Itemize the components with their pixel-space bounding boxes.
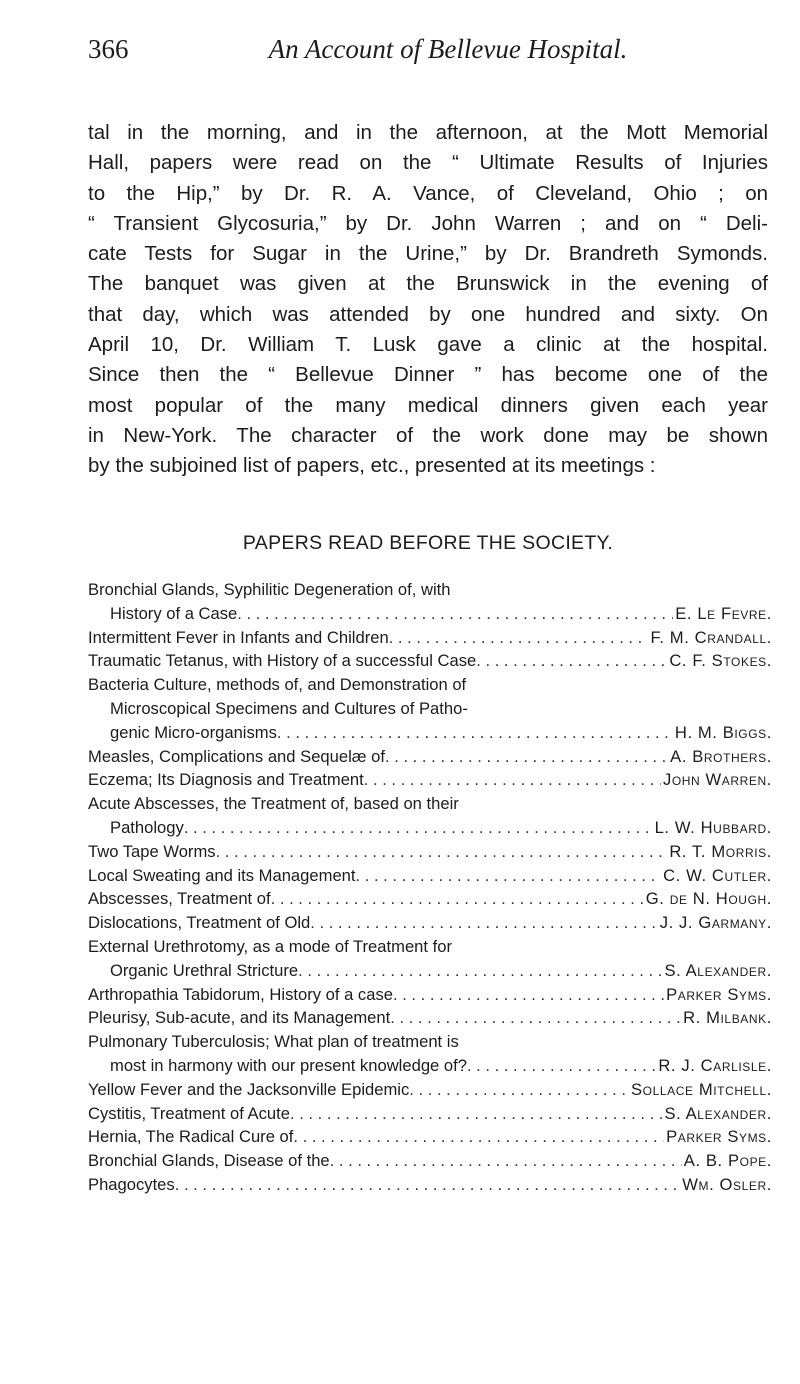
- paper-title: Organic Urethral Stricture: [110, 960, 299, 980]
- page-header: [88, 34, 768, 74]
- paper-row: [88, 649, 772, 673]
- paper-title: Yellow Fever and the Jacksonville Epidemic: [88, 1079, 410, 1099]
- body-line: Since then the “ Bellevue Dinner ” has become one of the: [88, 363, 768, 387]
- paper-author: C. F. Stokes.: [669, 651, 772, 671]
- paper-title: Two Tape Worms: [88, 841, 216, 861]
- body-paragraph: [88, 118, 768, 482]
- paper-title: Eczema; Its Diagnosis and Treatment: [88, 770, 364, 790]
- body-line: April 10, Dr. William T. Lusk gave a clinic at the hospital.: [88, 333, 768, 357]
- paper-author: F. M. Crandall.: [650, 627, 772, 647]
- dot-leader: [385, 745, 668, 769]
- paper-title: Hernia, The Radical Cure of: [88, 1127, 294, 1147]
- paper-entry: [88, 1173, 772, 1197]
- paper-entry: [88, 578, 772, 626]
- dot-leader: [393, 983, 664, 1007]
- paper-title: most in harmony with our present knowledge of?: [110, 1055, 467, 1075]
- page-number: 366: [88, 34, 129, 64]
- dot-leader: [271, 887, 644, 911]
- paper-title: Bronchial Glands, Disease of the: [88, 1151, 330, 1171]
- dot-leader: [216, 840, 668, 864]
- paper-title: Pathology: [110, 817, 184, 837]
- paper-entry: [88, 1078, 772, 1102]
- paper-author: Sollace Mitchell.: [630, 1079, 772, 1099]
- paper-row: [88, 745, 772, 769]
- body-line: cate Tests for Sugar in the Urine,” by Dr. Brandreth Symonds.: [88, 242, 768, 266]
- paper-row: [88, 887, 772, 911]
- paper-row: [88, 840, 772, 864]
- dot-leader: [277, 721, 673, 745]
- paper-row: [88, 768, 772, 792]
- dot-leader: [364, 768, 661, 792]
- paper-title: Pleurisy, Sub-acute, and its Management: [88, 1008, 391, 1028]
- paper-author: R. J. Carlisle.: [658, 1055, 772, 1075]
- dot-leader: [184, 816, 653, 840]
- paper-title: Phagocytes: [88, 1174, 175, 1194]
- paper-title-line: Microscopical Specimens and Cultures of Patho-: [110, 698, 468, 718]
- paper-title: Arthropathia Tabidorum, History of a case: [88, 984, 393, 1004]
- paper-title: Traumatic Tetanus, with History of a successful Case: [88, 651, 477, 671]
- paper-title-line: External Urethrotomy, as a mode of Treatment for: [88, 936, 452, 956]
- paper-row: [88, 1125, 772, 1149]
- paper-row: [88, 1102, 772, 1126]
- paper-entry: [88, 983, 772, 1007]
- body-line: in New-York. The character of the work done may be shown: [88, 423, 768, 447]
- body-line: tal in the morning, and in the afternoon, at the Mott Memorial: [88, 121, 768, 144]
- paper-title-line: Bronchial Glands, Syphilitic Degeneration of, with: [88, 580, 451, 599]
- paper-author: J. J. Garmany.: [659, 913, 772, 933]
- paper-entry: [88, 792, 772, 840]
- paper-row: [88, 911, 772, 935]
- paper-entry: [88, 911, 772, 935]
- paper-title: Measles, Complications and Sequelæ of: [88, 746, 386, 766]
- dot-leader: [356, 864, 662, 888]
- body-line: to the Hip,” by Dr. R. A. Vance, of Cleveland, Ohio ; on: [88, 181, 768, 205]
- dot-leader: [467, 1054, 656, 1078]
- paper-title: Cystitis, Treatment of Acute: [88, 1103, 290, 1123]
- paper-entry: [88, 887, 772, 911]
- body-line: most popular of the many medical dinners given each year: [88, 393, 768, 417]
- paper-entry: [88, 840, 772, 864]
- dot-leader: [237, 602, 673, 626]
- paper-title-line: Acute Abscesses, the Treatment of, based on their: [88, 794, 459, 814]
- paper-author: E. Le Fevre.: [675, 603, 772, 623]
- paper-entry: [88, 864, 772, 888]
- paper-row: [88, 983, 772, 1007]
- dot-leader: [330, 1149, 682, 1173]
- dot-leader: [389, 626, 649, 650]
- paper-row: [88, 959, 772, 983]
- paper-title-line: Pulmonary Tuberculosis; What plan of treatment is: [88, 1032, 459, 1052]
- dot-leader: [310, 911, 657, 935]
- paper-author: Parker Syms.: [666, 1127, 772, 1147]
- dot-leader: [409, 1078, 629, 1102]
- running-title: An Account of Bellevue Hospital.: [268, 34, 628, 64]
- paper-row: [88, 1149, 772, 1173]
- paper-author: H. M. Biggs.: [674, 722, 772, 742]
- dot-leader: [293, 1125, 664, 1149]
- paper-entry: [88, 935, 772, 983]
- dot-leader: [298, 959, 662, 983]
- papers-list: [88, 578, 772, 1197]
- paper-author: A. B. Pope.: [683, 1151, 772, 1171]
- body-line: The banquet was given at the Brunswick in the evening of: [88, 272, 768, 296]
- paper-entry: [88, 649, 772, 673]
- paper-entry: [88, 1125, 772, 1149]
- paper-author: R. T. Morris.: [669, 841, 772, 861]
- dot-leader: [175, 1173, 681, 1197]
- paper-title: Intermittent Fever in Infants and Children: [88, 627, 389, 647]
- paper-row: [88, 1173, 772, 1197]
- paper-row: [88, 602, 772, 626]
- body-line: Hall, papers were read on the “ Ultimate Results of Injuries: [88, 151, 768, 175]
- paper-author: S. Alexander.: [664, 1103, 772, 1123]
- paper-entry: [88, 1149, 772, 1173]
- paper-author: C. W. Cutler.: [663, 865, 772, 885]
- paper-row: [88, 816, 772, 840]
- paper-title: Abscesses, Treatment of: [88, 889, 271, 909]
- dot-leader: [476, 649, 667, 673]
- paper-row: [88, 1054, 772, 1078]
- body-line: by the subjoined list of papers, etc., presented at its meetings :: [88, 454, 656, 478]
- paper-author: G. de N. Hough.: [645, 889, 772, 909]
- paper-author: L. W. Hubbard.: [654, 817, 772, 837]
- paper-entry: [88, 673, 772, 744]
- paper-author: Parker Syms.: [666, 984, 772, 1004]
- paper-row: [88, 1078, 772, 1102]
- dot-leader: [390, 1006, 681, 1030]
- section-heading: PAPERS READ BEFORE THE SOCIETY.: [242, 532, 614, 554]
- paper-author: S. Alexander.: [664, 960, 772, 980]
- paper-row: [88, 1006, 772, 1030]
- paper-entry: [88, 1030, 772, 1078]
- paper-title: History of a Case: [110, 603, 238, 623]
- body-line: that day, which was attended by one hundred and sixty. On: [88, 302, 768, 326]
- body-line: “ Transient Glycosuria,” by Dr. John Warren ; and on “ Deli-: [88, 211, 768, 235]
- paper-author: A. Brothers.: [670, 746, 772, 766]
- paper-entry: [88, 1102, 772, 1126]
- paper-row: [88, 721, 772, 745]
- paper-title: genic Micro-organisms: [110, 722, 277, 742]
- paper-entry: [88, 768, 772, 792]
- paper-author: Wm. Osler.: [682, 1174, 772, 1194]
- paper-entry: [88, 626, 772, 650]
- paper-title: Dislocations, Treatment of Old: [88, 913, 311, 933]
- paper-row: [88, 626, 772, 650]
- paper-author: R. Milbank.: [683, 1008, 772, 1028]
- paper-entry: [88, 745, 772, 769]
- paper-author: John Warren.: [662, 770, 772, 790]
- paper-entry: [88, 1006, 772, 1030]
- paper-title-line: Bacteria Culture, methods of, and Demonstration of: [88, 675, 467, 695]
- paper-row: [88, 864, 772, 888]
- dot-leader: [290, 1102, 662, 1126]
- paper-title: Local Sweating and its Management: [88, 865, 356, 885]
